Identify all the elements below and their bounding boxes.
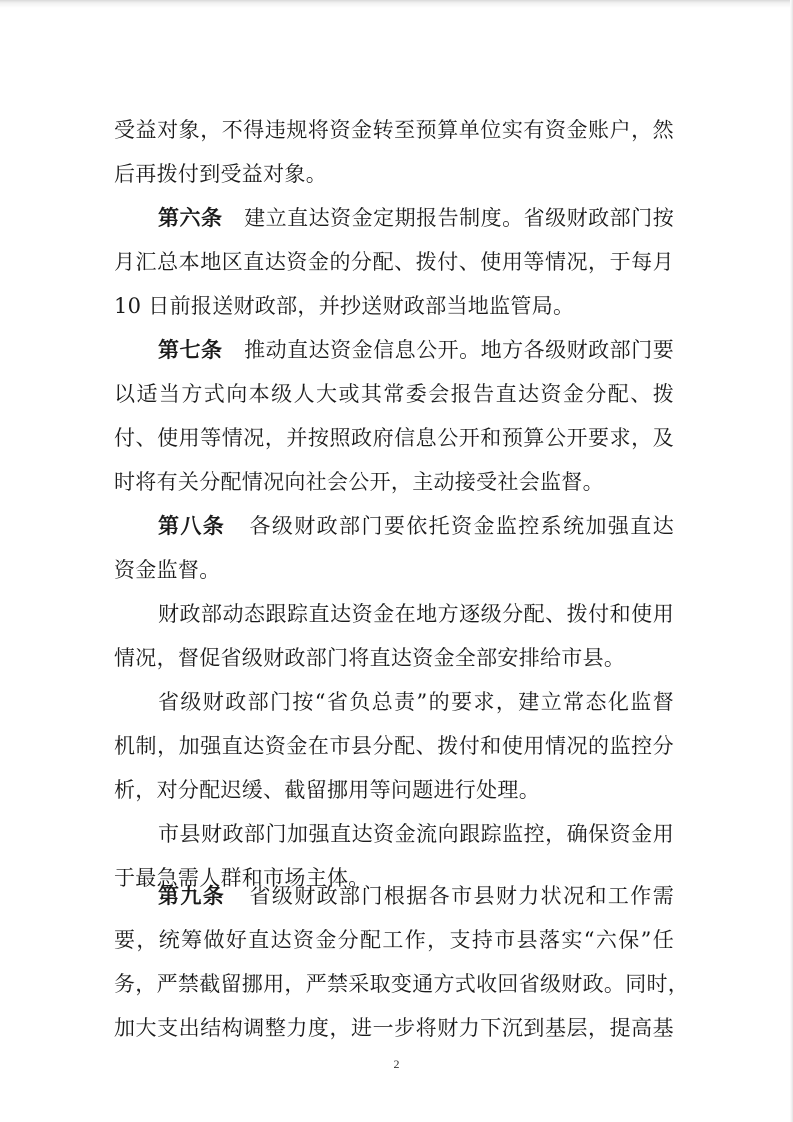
text-line: 于最急需人群和市场主体。	[114, 866, 370, 890]
article-heading-line	[158, 203, 674, 233]
article-heading-line	[158, 881, 674, 911]
article-number: 第九条	[158, 883, 226, 908]
article-heading-line	[158, 511, 674, 541]
text-line: 受益对象，不得违规将资金转至预算单位实有资金账户，然	[114, 118, 674, 142]
text-line: 省级财政部门按“省负总责”的要求，建立常态化监督	[158, 690, 674, 714]
text-line: 后再拨付到受益对象。	[114, 162, 327, 186]
scan-edge-top	[0, 0, 793, 8]
text-line: 要，统筹做好直达资金分配工作，支持市县落实“六保”任	[114, 928, 674, 952]
text-line: 资金监督。	[114, 558, 221, 582]
page-number: 2	[393, 1057, 400, 1071]
article-number: 第八条	[158, 513, 226, 538]
text-line: 加大支出结构调整力度，进一步将财力下沉到基层，提高基	[114, 1016, 674, 1040]
text-line: 财政部动态跟踪直达资金在地方逐级分配、拨付和使用	[158, 602, 674, 626]
article-heading-line	[158, 335, 674, 365]
text-span: 各级财政部门要依托资金监控系统加强直达	[249, 514, 674, 538]
text-line: 付、使用等情况，并按照政府信息公开和预算公开要求，及	[114, 426, 674, 450]
text-line: 情况，督促省级财政部门将直达资金全部安排给市县。	[114, 646, 626, 670]
text-line: 以适当方式向本级人大或其常委会报告直达资金分配、拨	[114, 382, 674, 406]
text-span: 推动直达资金信息公开。地方各级财政部门要	[244, 338, 674, 362]
text-line: 时将有关分配情况向社会公开，主动接受社会监督。	[114, 470, 604, 494]
text-line: 市县财政部门加强直达资金流向跟踪监控，确保资金用	[158, 822, 674, 846]
text-line: 务，严禁截留挪用，严禁采取变通方式收回省级财政。同时，	[114, 972, 690, 996]
text-span: 省级财政部门根据各市县财力状况和工作需	[249, 884, 674, 908]
text-line: 月汇总本地区直达资金的分配、拨付、使用等情况，于每月	[114, 250, 674, 274]
article-number: 第六条	[158, 205, 223, 230]
text-span: 建立直达资金定期报告制度。省级财政部门按	[244, 206, 674, 230]
text-line: 10 日前报送财政部，并抄送财政部当地监管局。	[114, 294, 575, 318]
article-number: 第七条	[158, 337, 223, 362]
text-line: 析，对分配迟缓、截留挪用等问题进行处理。	[114, 778, 540, 802]
text-line: 机制，加强直达资金在市县分配、拨付和使用情况的监控分	[114, 734, 674, 758]
